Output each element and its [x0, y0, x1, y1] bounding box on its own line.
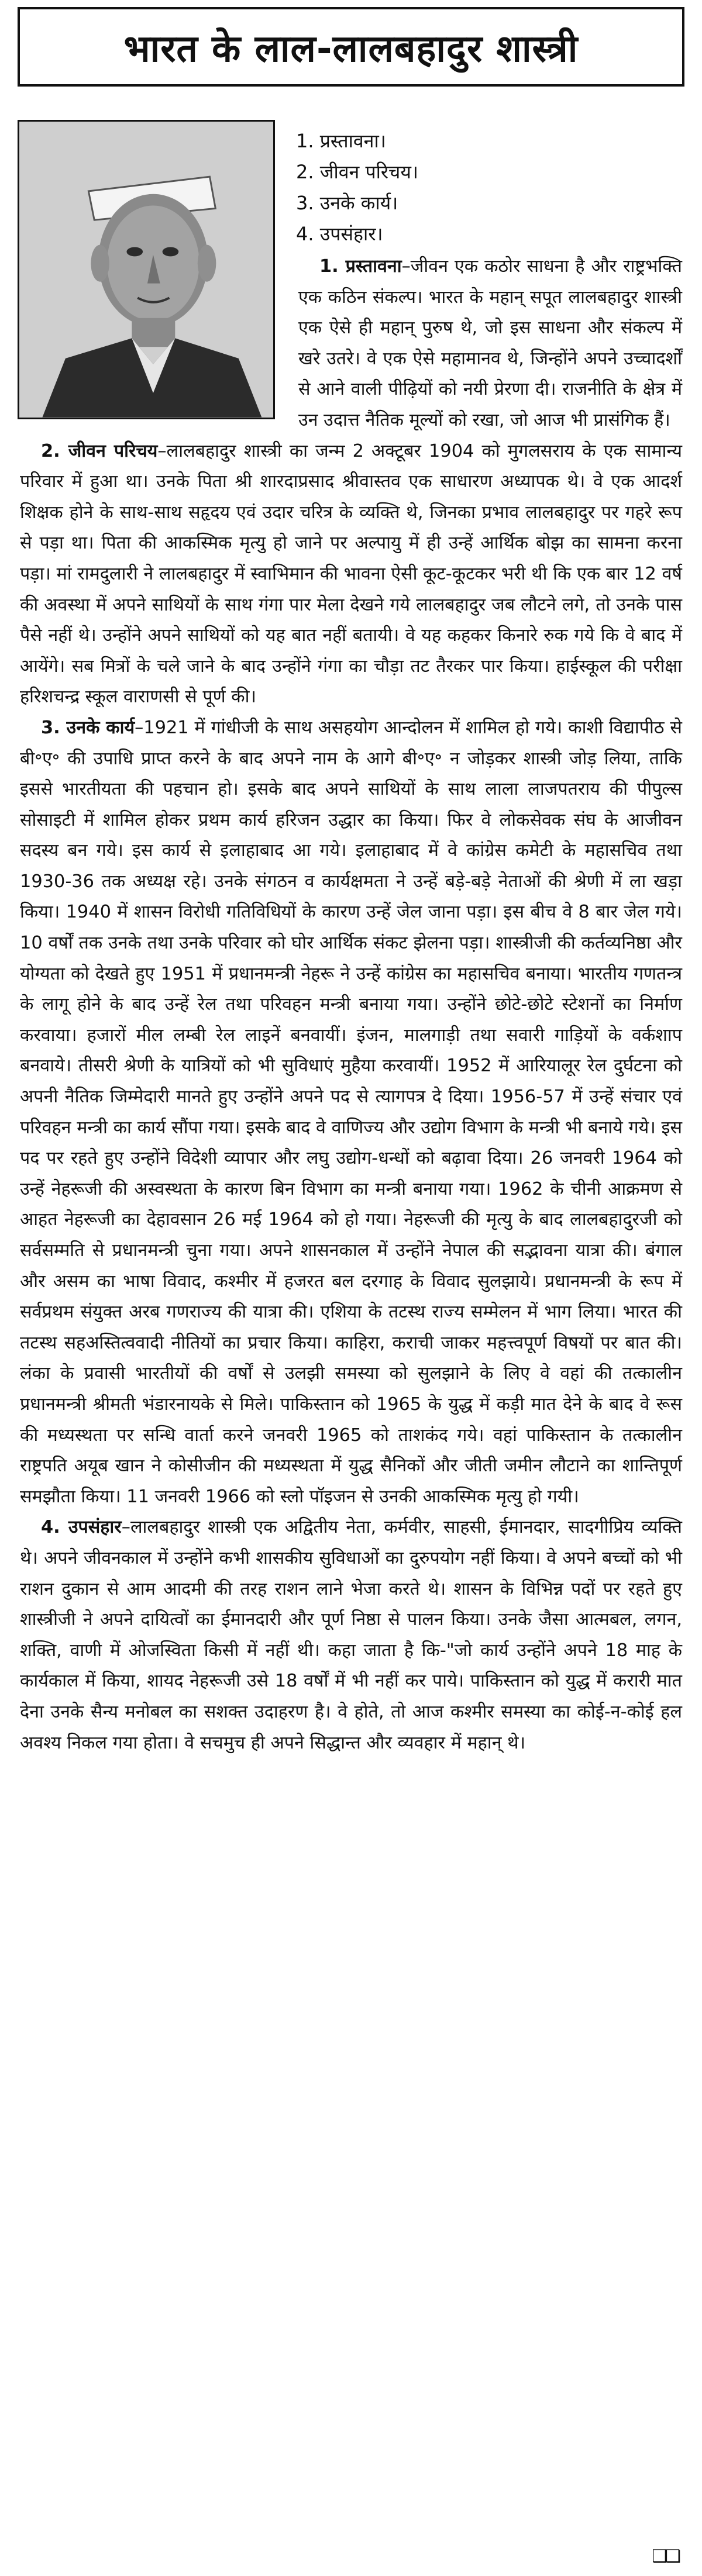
- end-mark: ❑❑: [652, 2546, 679, 2567]
- page-title: भारत के लाल-लालबहादुर शास्त्री: [123, 27, 579, 71]
- section-heading: 2. जीवन परिचय: [41, 440, 158, 461]
- section-biography: [20, 436, 682, 713]
- toc-item: 2. जीवन परिचय।: [296, 161, 419, 183]
- section-heading: 3. उनके कार्य: [41, 717, 135, 738]
- title-box: [18, 7, 684, 87]
- essay-body: [20, 251, 682, 1758]
- toc-item: 1. प्रस्तावना।: [296, 130, 386, 152]
- section-text: –लालबहादुर शास्त्री एक अद्वितीय नेता, कर्मवीर, साहसी, ईमानदार, सादगीप्रिय व्यक्ति थे। अपने जीवनकाल में उन्होंने कभी शासकीय सुविधाओं का दुरुपयोग नहीं किया। वे अपने बच्चों को भी राशन दुकान से आम आदमी की तरह राशन लाने भेजा करते थे। शासन के विभिन्न पदों पर रहते हुए शास्त्रीजी ने अपने दायित्वों का ईमानदारी और पूर्ण निष्ठा से पालन किया। उनके जैसा आत्मबल, लगन, शक्ति, वाणी में ओजस्विता किसी में नहीं थी। कहा जाता है कि-"जो कार्य उन्होंने अपने 18 माह के कार्यकाल में किया, शायद नेहरूजी उसे 18 वर्षों में भी नहीं कर पाये। पाकिस्तान को युद्ध में करारी मात देना उनके सैन्य मनोबल का सशक्त उदाहरण है। वे होते, तो आज कश्मीर समस्या का कोई-न-कोई हल अवश्य निकल गया होता। वे सचमुच ही अपने सिद्धान्त और व्यवहार में महान् थे।: [20, 1517, 683, 1753]
- section-text: –1921 में गांधीजी के साथ असहयोग आन्दोलन में शामिल हो गये। काशी विद्यापीठ से बी॰ए॰ की उपाधि प्राप्त करने के बाद अपने नाम के आगे बी॰ए॰ न जोड़कर शास्त्री जोड़ लिया, ताकि इससे भारतीयता की पहचान हो। इसके बाद अपने साथियों के साथ लाला लाजपतराय की पीपुल्स सोसाइटी में शामिल होकर प्रथम कार्य हरिजन उद्धार का किया। फिर वे लोकसेवक संघ के आजीवन सदस्य बन गये। इस कार्य से इलाहाबाद आ गये। इलाहाबाद में वे कांग्रेस कमेटी के महासचिव तथा 1930-36 तक अध्यक्ष रहे। उनके संगठन व कार्यक्षमता ने उन्हें बड़े-बड़े नेताओं की श्रेणी में ला खड़ा किया। 1940 में शासन विरोधी गतिविधियों के कारण उन्हें जेल जाना पड़ा। इस बीच वे 8 बार जेल गये। 10 वर्षों तक उनके तथा उनके परिवार को घोर आर्थिक संकट झेलना पड़ा। शास्त्रीजी की कर्तव्यनिष्ठा और योग्यता को देखते हुए 1951 में प्रधानमन्त्री नेहरू ने उन्हें कांग्रेस का महासचिव बनाया। भारतीय गणतन्त्र के लागू होने के बाद उन्हें रेल तथा परिवहन मन्त्री बनाया गया। उन्होंने छोटे-छोटे स्टेशनों का निर्माण करवाया। हजारों मील लम्बी रेल लाइनें बनवायीं। इंजन, मालगाड़ी तथा सवारी गाड़ियों के वर्कशाप बनवाये। तीसरी श्रेणी के यात्रियों को भी सुविधाएं मुहैया करवायीं। 1952 में आरियालूर रेल दुर्घटना को अपनी नैतिक जिम्मेदारी मानते हुए उन्होंने अपने पद से त्यागपत्र दे दिया। 1956-57 में उन्हें संचार एवं परिवहन मन्त्री का कार्य सौंपा गया। इसके बाद वे वाणिज्य और उद्योग विभाग के मन्त्री भी बनाये गये। इस पद पर रहते हुए उन्होंने विदेशी व्यापार और लघु उद्योग-धन्धों को बढ़ावा दिया। 26 जनवरी 1964 को उन्हें नेहरूजी की अस्वस्थता के कारण बिन विभाग का मन्त्री बनाया गया। 1962 के चीनी आक्रमण से आहत नेहरूजी का देहावसान 26 मई 1964 को हो गया। नेहरूजी की मृत्यु के बाद लालबहादुरजी को सर्वसम्मति से प्रधानमन्त्री चुना गया। अपने शासनकाल में उन्होंने नेपाल की सद्भावना यात्रा की। बंगाल और असम का भाषा विवाद, कश्मीर में हजरत बल दरगाह के विवाद सुलझाये। प्रधानमन्त्री के रूप में सर्वप्रथम संयुक्त अरब गणराज्य की यात्रा की। एशिया के तटस्थ राज्य सम्मेलन में भाग लिया। भारत की तटस्थ सहअस्तित्ववादी नीतियों का प्रचार किया। काहिरा, कराची जाकर महत्त्वपूर्ण विषयों पर बात की। लंका के प्रवासी भारतीयों की वर्षों से उलझी समस्या को सुलझाने के लिए वे वहां की तत्कालीन प्रधानमन्त्री श्रीमती भंडारनायके से मिले। पाकिस्तान को 1965 के युद्ध में कड़ी मात देने के बाद वे रूस की मध्यस्थता पर सन्धि वार्ता करने जनवरी 1965 को ताशकंद गये। वहां पाकिस्तान के तत्कालीन राष्ट्रपति अयूब खान ने कोसीजीन की मध्यस्थता में युद्ध सैनिकों और जीती जमीन लौटाने का शान्तिपूर्ण समझौता किया। 11 जनवरी 1966 को स्लो पॉइजन से उनकी आकस्मिक मृत्यु हो गयी।: [20, 717, 682, 1507]
- section-text: –जीवन एक कठोर साधना है और राष्ट्रभक्ति एक कठिन संकल्प। भारत के महान् सपूत लालबहादुर शास्त्री एक ऐसे ही महान् पुरुष थे, जो इस साधना और संकल्प में खरे उतरे। वे एक ऐसे महामानव थे, जिन्होंने अपने उच्चादर्शों से आने वाली पीढ़ियों को नयी प्रेरणा दी। राजनीति के क्षेत्र में उन उदात्त नैतिक मूल्यों को रखा, जो आज भी प्रासंगिक हैं।: [298, 256, 683, 430]
- section-works: [20, 713, 682, 1512]
- section-conclusion: [20, 1512, 682, 1758]
- section-heading: 1. प्रस्तावना: [319, 256, 402, 277]
- toc-item: 4. उपसंहार।: [296, 223, 383, 245]
- table-of-contents: [296, 126, 418, 250]
- section-heading: 4. उपसंहार: [41, 1517, 122, 1538]
- toc-item: 3. उनके कार्य।: [296, 192, 398, 214]
- portrait-float-spacer: [20, 251, 298, 423]
- section-text: –लालबहादुर शास्त्री का जन्म 2 अक्टूबर 1904 को मुगलसराय के एक सामान्य परिवार में हुआ था। उनके पिता श्री शारदाप्रसाद श्रीवास्तव एक साधारण अध्यापक थे। वे एक आदर्श शिक्षक होने के साथ-साथ सहृदय एवं उदार चरित्र के व्यक्ति थे, जिनका प्रभाव लालबहादुर पर गहरे रूप से पड़ा था। पिता की आकस्मिक मृत्यु हो जाने पर अल्पायु में ही उन्हें आर्थिक बोझ का सामना करना पड़ा। मां रामदुलारी ने लालबहादुर में स्वाभिमान की भावना ऐसी कूट-कूटकर भरी थी कि एक बार 12 वर्ष की अवस्था में अपने साथियों के साथ गंगा पार मेला देखने गये लालबहादुर जब लौटने लगे, तो उनके पास पैसे नहीं थे। उन्होंने अपने साथियों को यह बात नहीं बतायी। वे यह कहकर किनारे रुक गये कि वे बाद में आयेंगे। सब मित्रों के चले जाने के बाद उन्होंने गंगा का चौड़ा तट तैरकर पार किया। हाईस्कूल की परीक्षा हरिशचन्द्र स्कूल वाराणसी से पूर्ण की।: [20, 440, 682, 708]
